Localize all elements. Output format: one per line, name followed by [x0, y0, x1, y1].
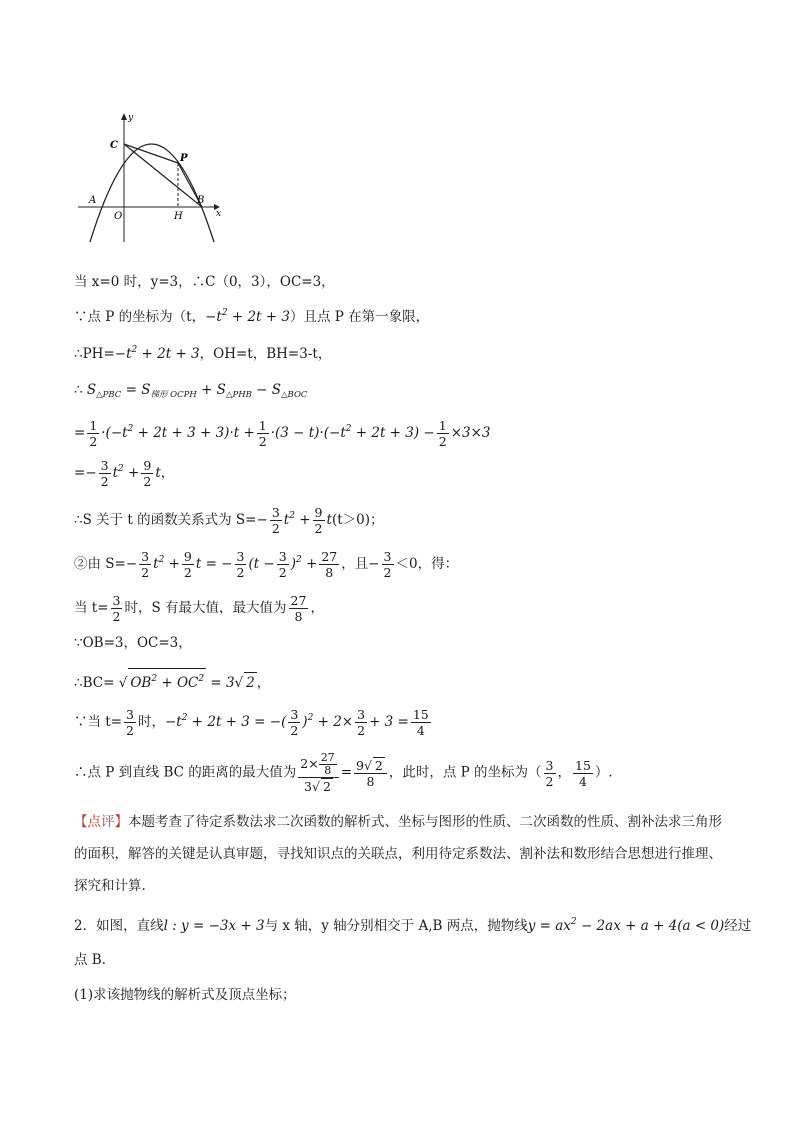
- fraction: $\frac{3}{2}$: [112, 593, 121, 624]
- solution-line-6: =− $\frac{3}{2}$ $t^2$ + $\frac{9}{2}$ t，: [74, 458, 175, 489]
- fraction: $\frac{3}{2}$: [545, 757, 554, 789]
- text-span: ∴S 关于 t 的函数关系式为 S=: [74, 512, 257, 528]
- math-expr: + 3 =: [369, 714, 409, 730]
- label-c: C: [110, 140, 118, 151]
- fraction: $\frac{3}{2}$: [271, 505, 280, 536]
- fraction: $\frac{3}{2}$: [290, 707, 299, 738]
- segment-cb: [124, 144, 205, 207]
- problem2-line-1: [74, 912, 751, 936]
- text-span: 当 t=: [74, 600, 109, 616]
- label-b: B: [197, 195, 205, 206]
- math-expr: √ $OB^2 + OC^2 = 3√$ 2: [119, 675, 257, 691]
- solution-line-4: [74, 380, 307, 405]
- text-span: ∵当 t=: [74, 714, 123, 730]
- text-span: ）.: [594, 764, 613, 781]
- solution-line-1: [74, 272, 335, 292]
- label-o: O: [114, 211, 123, 222]
- solution-line-5: [74, 418, 491, 449]
- problem2-line-2: [74, 950, 115, 970]
- text-span: 当 x=0 时，y=3，∴C（0，3），OC=3，: [74, 274, 335, 290]
- fraction: 2× $\frac{27}{8}$ 3√ 2: [298, 752, 338, 794]
- parabola-diagram: [74, 108, 230, 246]
- text-span: =: [74, 465, 86, 481]
- text-span: (t＞0)；: [331, 512, 384, 528]
- text-span: 时，S 有最大值，最大值为: [124, 600, 287, 616]
- math-expr: t: [326, 512, 332, 528]
- fraction: $\frac{9√ 2}{8}$: [354, 757, 387, 789]
- text-span: ，: [557, 764, 571, 781]
- fraction: $\frac{3}{2}$: [383, 549, 392, 580]
- text-span: ，此时，点 P 的坐标为（: [388, 764, 542, 781]
- text-span: ）且点 P 在第一象限，: [289, 309, 430, 325]
- solution-line-3: [74, 340, 331, 364]
- fraction: $\frac{9}{2}$: [183, 549, 192, 580]
- math-expr: )$^2$ +: [290, 555, 318, 572]
- fraction: $\frac{3}{2}$: [236, 549, 245, 580]
- parabola-curve: [90, 144, 214, 242]
- text-span: (1)求该抛物线的解析式及顶点坐标；: [74, 987, 296, 1003]
- text-span: ∴: [74, 382, 83, 398]
- math-expr: )$^2$ + 2×: [302, 713, 354, 730]
- math-expr: $\cdot(3 - t)\cdot(-t^2 + 2t + 3)$ −: [270, 424, 435, 441]
- label-h: H: [174, 211, 183, 222]
- text-span: 点 B．: [74, 952, 116, 968]
- math-expr: t: [155, 465, 161, 481]
- math-expr: =: [340, 764, 352, 781]
- comment-paragraph: [74, 806, 724, 902]
- math-expr: $\cdot(-t^2 + 2t + 3 + 3)\cdot t$ +: [101, 424, 255, 441]
- fraction: $\frac{27}{8}$: [290, 593, 307, 624]
- math-expr: $t^2$ +: [153, 555, 180, 572]
- fraction: $\frac{15}{4}$: [412, 707, 429, 738]
- solution-line-13: [74, 752, 613, 794]
- comment-tag: 【点评】: [74, 814, 128, 830]
- label-y: y: [128, 113, 134, 123]
- text-span: 时，: [137, 714, 165, 730]
- fraction: $\frac{1}{2}$: [258, 418, 267, 449]
- fraction: $\frac{3}{2}$: [141, 549, 150, 580]
- math-expr: $y = ax^2 - 2ax + a + 4(a < 0)$: [527, 917, 725, 934]
- solution-line-2: [74, 303, 429, 327]
- text-span: ＜0，得：: [395, 556, 459, 572]
- solution-line-12: [74, 707, 433, 738]
- y-axis-arrow: [121, 113, 127, 120]
- text-span: ∴PH=: [74, 346, 115, 362]
- text-span: 2．如图，直线: [74, 918, 164, 934]
- solution-line-8: [74, 549, 458, 580]
- text-span: ∵点 P 的坐标为（t，: [74, 309, 206, 325]
- fraction: $\frac{9}{2}$: [314, 505, 323, 536]
- text-span: =: [74, 425, 86, 441]
- fraction: $\frac{27}{8}$: [321, 549, 338, 580]
- fraction: $\frac{3}{2}$: [278, 549, 287, 580]
- fraction: $\frac{3}{2}$: [100, 458, 109, 489]
- label-p: P: [180, 153, 188, 164]
- text-span: 经过: [724, 918, 752, 934]
- fraction: $\frac{1}{2}$: [438, 418, 447, 449]
- fraction: $\frac{9}{2}$: [143, 458, 152, 489]
- text-span: ∴点 P 到直线 BC 的距离的最大值为: [74, 764, 297, 781]
- fraction: $\frac{1}{2}$: [89, 418, 98, 449]
- math-expr: $S_{\triangle PBC} = S_{梯形 OCPH} + S_{\triangle PHB} - S_{\triangle BOC}$: [86, 382, 308, 400]
- problem2-question-1: [74, 985, 296, 1005]
- solution-line-10: [74, 633, 192, 653]
- text-span: ∵OB=3，OC=3，: [74, 635, 192, 651]
- math-expr: l : y = −3x + 3: [163, 918, 265, 934]
- text-span: 与 x 轴，y 轴分别相交于 A,B 两点，抛物线: [264, 918, 528, 934]
- math-expr: (t −: [248, 556, 275, 572]
- text-span: ，且: [341, 556, 369, 572]
- text-span: ②由 S=: [74, 556, 126, 572]
- math-expr: $t^2$ +: [112, 464, 140, 481]
- comment-text: 本题考查了待定系数法求二次函数的解析式、坐标与图形的性质、二次函数的性质、割补法求三角形的面积，解答的关键是认真审题，寻找知识点的关联点，利用待定系数法、割补法和数形结合思想进行推理、探究和计算.: [74, 814, 722, 894]
- solution-line-11: [74, 668, 270, 693]
- math-expr: $-t^2 + 2t + 3$: [114, 345, 200, 362]
- text-span: ∴BC=: [74, 675, 115, 691]
- fraction: $\frac{15}{4}$: [575, 757, 591, 789]
- text-span: ，: [256, 675, 271, 691]
- math-expr: $t^2$ +: [283, 511, 311, 528]
- parabola-figure: [74, 108, 230, 246]
- math-expr: −: [85, 465, 97, 481]
- label-a: A: [89, 195, 97, 206]
- math-expr: t = −: [195, 556, 233, 572]
- text-span: ，OH=t，BH=3-t，: [199, 346, 332, 362]
- solution-line-7: [74, 505, 384, 536]
- solution-line-9: [74, 593, 324, 624]
- fraction: $\frac{3}{2}$: [357, 707, 366, 738]
- math-expr: ×3×3: [450, 425, 491, 441]
- math-expr: $-t^2 + 2t + 3$: [205, 308, 290, 325]
- text-span: ，: [310, 600, 324, 616]
- math-expr: $-t^2 + 2t + 3$ = −(: [164, 713, 287, 730]
- fraction: $\frac{3}{2}$: [126, 707, 134, 738]
- math-expr: −: [256, 512, 268, 528]
- label-x: x: [216, 209, 222, 219]
- math-expr: −: [125, 556, 138, 572]
- math-expr: −: [368, 556, 380, 572]
